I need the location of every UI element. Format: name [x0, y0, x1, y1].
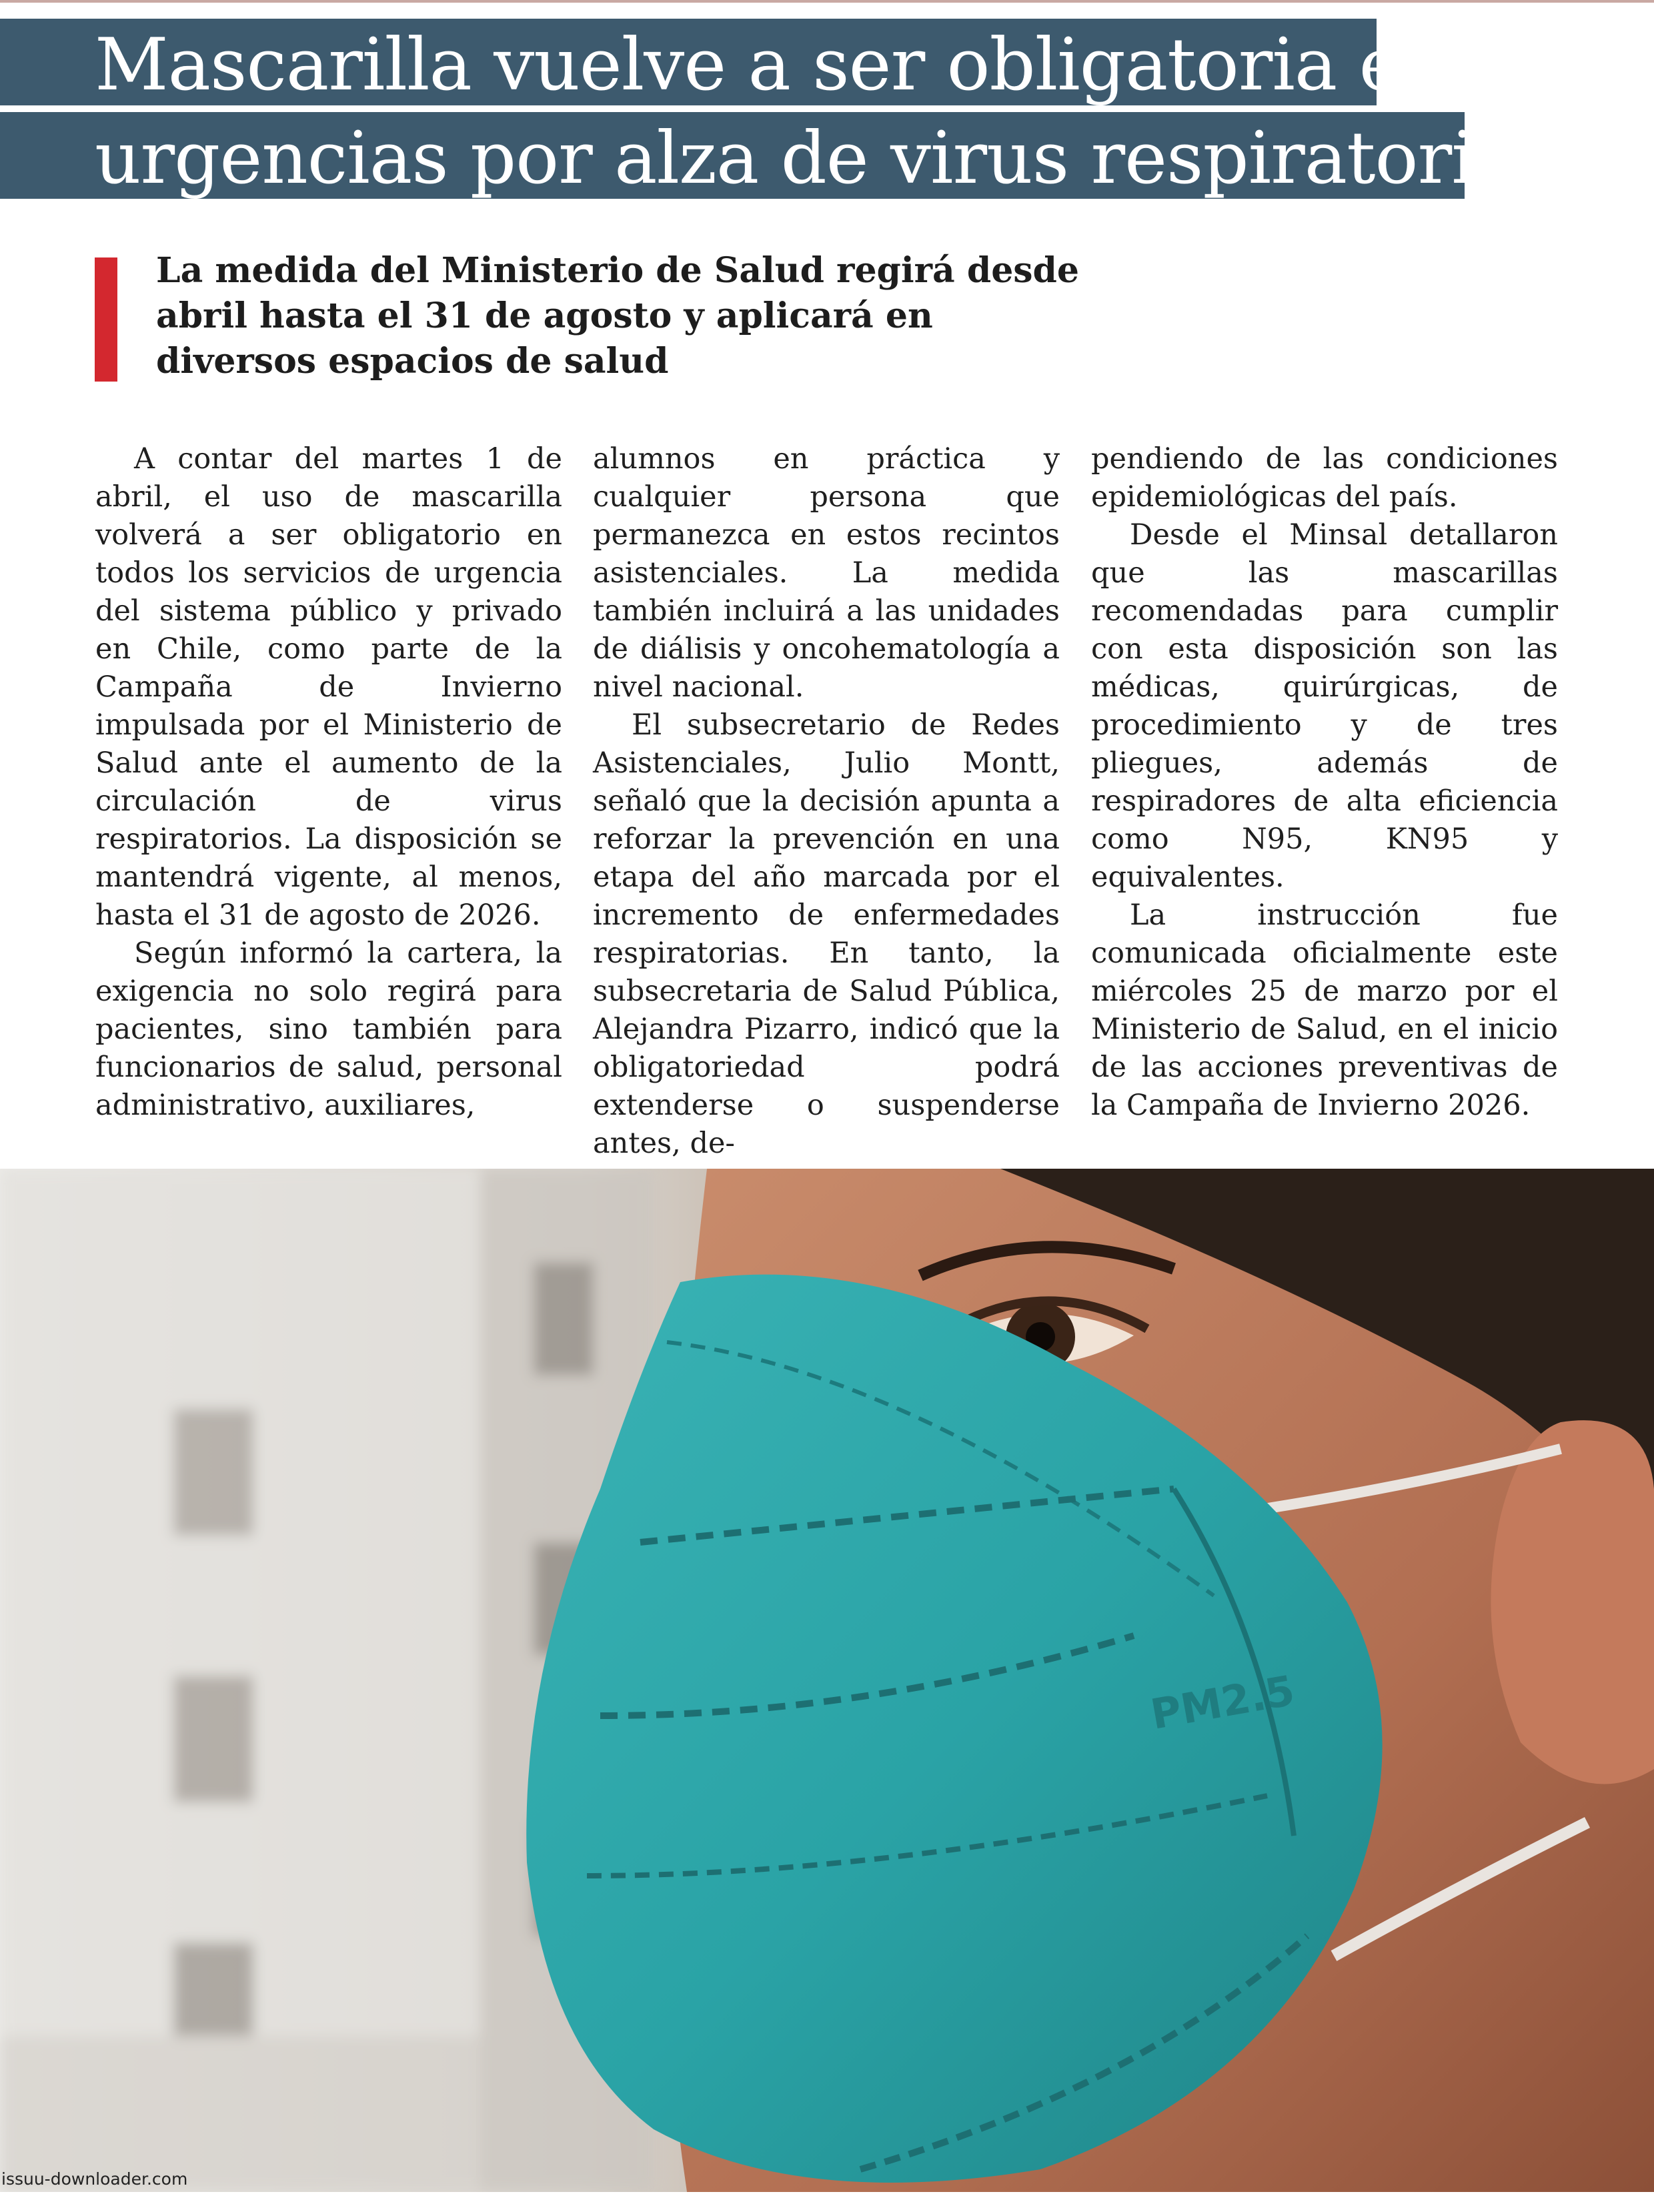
top-rule [0, 0, 1654, 3]
article-column-3 [1091, 440, 1558, 1125]
paragraph: A contar del martes 1 de abril, el uso de mascarilla volverá a ser obligatorio en todos los servicios de urgencia del sistema público y privado en Chile, como parte de la Campaña de Invierno impulsada por el Ministerio de Salud ante el aumento de la circulación de virus respiratorios. La disposición se mantendrá vigente, al menos, hasta el 31 de agosto de 2026. [95, 442, 562, 932]
paragraph: pendiendo de las condiciones epidemiológicas del país. [1091, 442, 1558, 514]
mask-print-label: PM2.5 [1146, 1666, 1299, 1739]
article-photo [0, 1169, 1654, 2192]
paragraph: alumnos en práctica y cualquier persona que permanezca en estos recintos asistenciales. La medida también incluirá a las unidades de diálisis y oncohematología a nivel nacional. [593, 442, 1060, 704]
paragraph: Según informó la cartera, la exigencia no solo regirá para pacientes, sino también para funcionarios de salud, personal administrativo, auxiliares, [95, 937, 562, 1122]
paragraph: La instrucción fue comunicada oficialmente este miércoles 25 de marzo por el Ministerio de Salud, en el inicio de las acciones preventivas de la Campaña de Invierno 2026. [1091, 899, 1558, 1122]
paragraph: Desde el Minsal detallaron que las mascarillas recomendadas para cumplir con esta disposición son las médicas, quirúrgicas, de procedimiento y de tres pliegues, además de respiradores de alta eficiencia como N95, KN95 y equivalentes. [1091, 518, 1558, 894]
article-column-1 [95, 440, 562, 1125]
watermark: issuu-downloader.com [1, 2169, 188, 2189]
deck-accent-bar [95, 257, 117, 382]
headline-line-2: urgencias por alza de virus respiratorios [0, 112, 1465, 199]
article-column-2 [593, 440, 1060, 1163]
photo-illustration [0, 1169, 1654, 2192]
headline-line-1: Mascarilla vuelve a ser obligatoria en [0, 19, 1377, 105]
article-deck: La medida del Ministerio de Salud regirá desde abril hasta el 31 de agosto y aplicará en diversos espacios de salud [156, 250, 1079, 382]
paragraph: El subsecretario de Redes Asistenciales, Julio Montt, señaló que la decisión apunta a reforzar la prevención en una etapa del año marcada por el incremento de enfermedades respiratorias. En tanto, la subsecretaria de Salud Pública, Alejandra Pizarro, indicó que la obligatoriedad podrá extenderse o suspenderse antes, de- [593, 708, 1060, 1160]
